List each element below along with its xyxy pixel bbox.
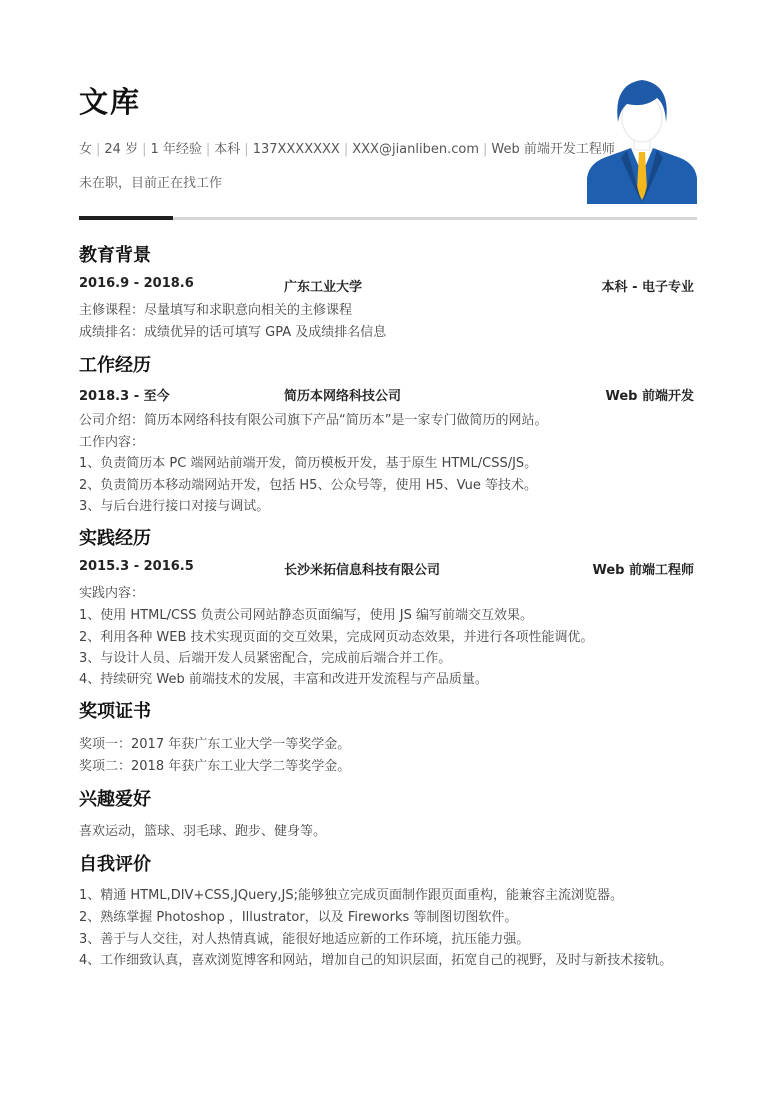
work-company: 简历本网络科技公司 — [284, 389, 402, 404]
job-status: 未在职，目前正在找工作 — [79, 176, 223, 191]
self-eval-line: 1、精通 HTML,DIV+CSS,JQuery,JS;能够独立完成页面制作跟页面重构，能兼容主流浏览器。 — [79, 888, 623, 903]
education-period: 2016.9 - 2018.6 — [79, 276, 194, 291]
work-line: 2、负责简历本移动端网站开发，包括 H5、公众号等，使用 H5、Vue 等技术。 — [79, 478, 538, 493]
work-line: 3、与后台进行接口对接与调试。 — [79, 499, 270, 514]
practice-line: 实践内容： — [79, 586, 145, 601]
education-line: 主修课程：尽量填写和求职意向相关的主修课程 — [79, 303, 353, 318]
self-eval-line: 2、熟练掌握 Photoshop ，Illustrator，以及 Fireworks 等制图切图软件。 — [79, 910, 518, 925]
work-line: 1、负责简历本 PC 端网站前端开发，简历模板开发，基于原生 HTML/CSS/JS。 — [79, 456, 538, 471]
practice-line: 1、使用 HTML/CSS 负责公司网站静态页面编写，使用 JS 编写前端交互效果。 — [79, 608, 534, 623]
self-eval-line: 4、工作细致认真，喜欢浏览博客和网站，增加自己的知识层面，拓宽自己的视野，及时与新技术接轨。 — [79, 953, 673, 968]
education-line: 成绩排名：成绩优异的话可填写 GPA 及成绩排名信息 — [79, 325, 387, 340]
work-role: Web 前端开发 — [605, 389, 694, 404]
candidate-name: 文库 — [79, 85, 142, 119]
separator: | — [142, 142, 147, 157]
work-period: 2018.3 - 至今 — [79, 389, 170, 404]
separator: | — [244, 142, 249, 157]
awards-title: 奖项证书 — [79, 701, 151, 722]
info-job-target: Web 前端开发工程师 — [491, 142, 615, 157]
work-line: 公司介绍：简历本网络科技有限公司旗下产品“简历本”是一家专门做简历的网站。 — [79, 413, 548, 428]
practice-period: 2015.3 - 2016.5 — [79, 559, 194, 574]
practice-company: 长沙米拓信息科技有限公司 — [284, 563, 441, 578]
education-school: 广东工业大学 — [284, 280, 363, 295]
practice-title: 实践经历 — [79, 528, 151, 549]
self-eval-line: 3、善于与人交往，对人热情真诚，能很好地适应新的工作环境，抗压能力强。 — [79, 932, 530, 947]
info-email: XXX@jianliben.com — [352, 142, 479, 157]
info-degree: 本科 — [214, 142, 241, 157]
self-eval-title: 自我评价 — [79, 854, 151, 875]
practice-row — [79, 559, 694, 577]
separator: | — [96, 142, 101, 157]
work-title: 工作经历 — [79, 355, 151, 376]
separator: | — [205, 142, 211, 157]
hobbies-line: 喜欢运动，篮球、羽毛球、跑步、健身等。 — [79, 824, 327, 839]
practice-line: 3、与设计人员、后端开发人员紧密配合，完成前后端合并工作。 — [79, 651, 452, 666]
awards-line: 奖项一：2017 年获广东工业大学一等奖学金。 — [79, 737, 351, 752]
awards-line: 奖项二：2018 年获广东工业大学二等奖学金。 — [79, 759, 351, 774]
info-experience: 1 年经验 — [150, 142, 202, 157]
education-degree: 本科 - 电子专业 — [601, 280, 694, 295]
separator: | — [483, 142, 488, 157]
info-age: 24 岁 — [104, 142, 139, 157]
practice-line: 2、利用各种 WEB 技术实现页面的交互效果，完成网页动态效果，并进行各项性能调优。 — [79, 630, 594, 645]
education-row — [79, 276, 694, 294]
profile-avatar-icon — [587, 78, 697, 204]
info-gender: 女 — [79, 142, 93, 157]
hobbies-title: 兴趣爱好 — [79, 789, 151, 810]
basic-info — [79, 138, 615, 157]
work-row — [79, 385, 694, 403]
practice-line: 4、持续研究 Web 前端技术的发展，丰富和改进开发流程与产品质量。 — [79, 672, 488, 687]
info-phone: 137XXXXXXX — [252, 142, 340, 157]
header-divider-accent — [79, 216, 173, 220]
separator: | — [343, 142, 349, 157]
practice-role: Web 前端工程师 — [592, 563, 694, 578]
education-title: 教育背景 — [79, 245, 151, 266]
work-line: 工作内容： — [79, 435, 145, 450]
